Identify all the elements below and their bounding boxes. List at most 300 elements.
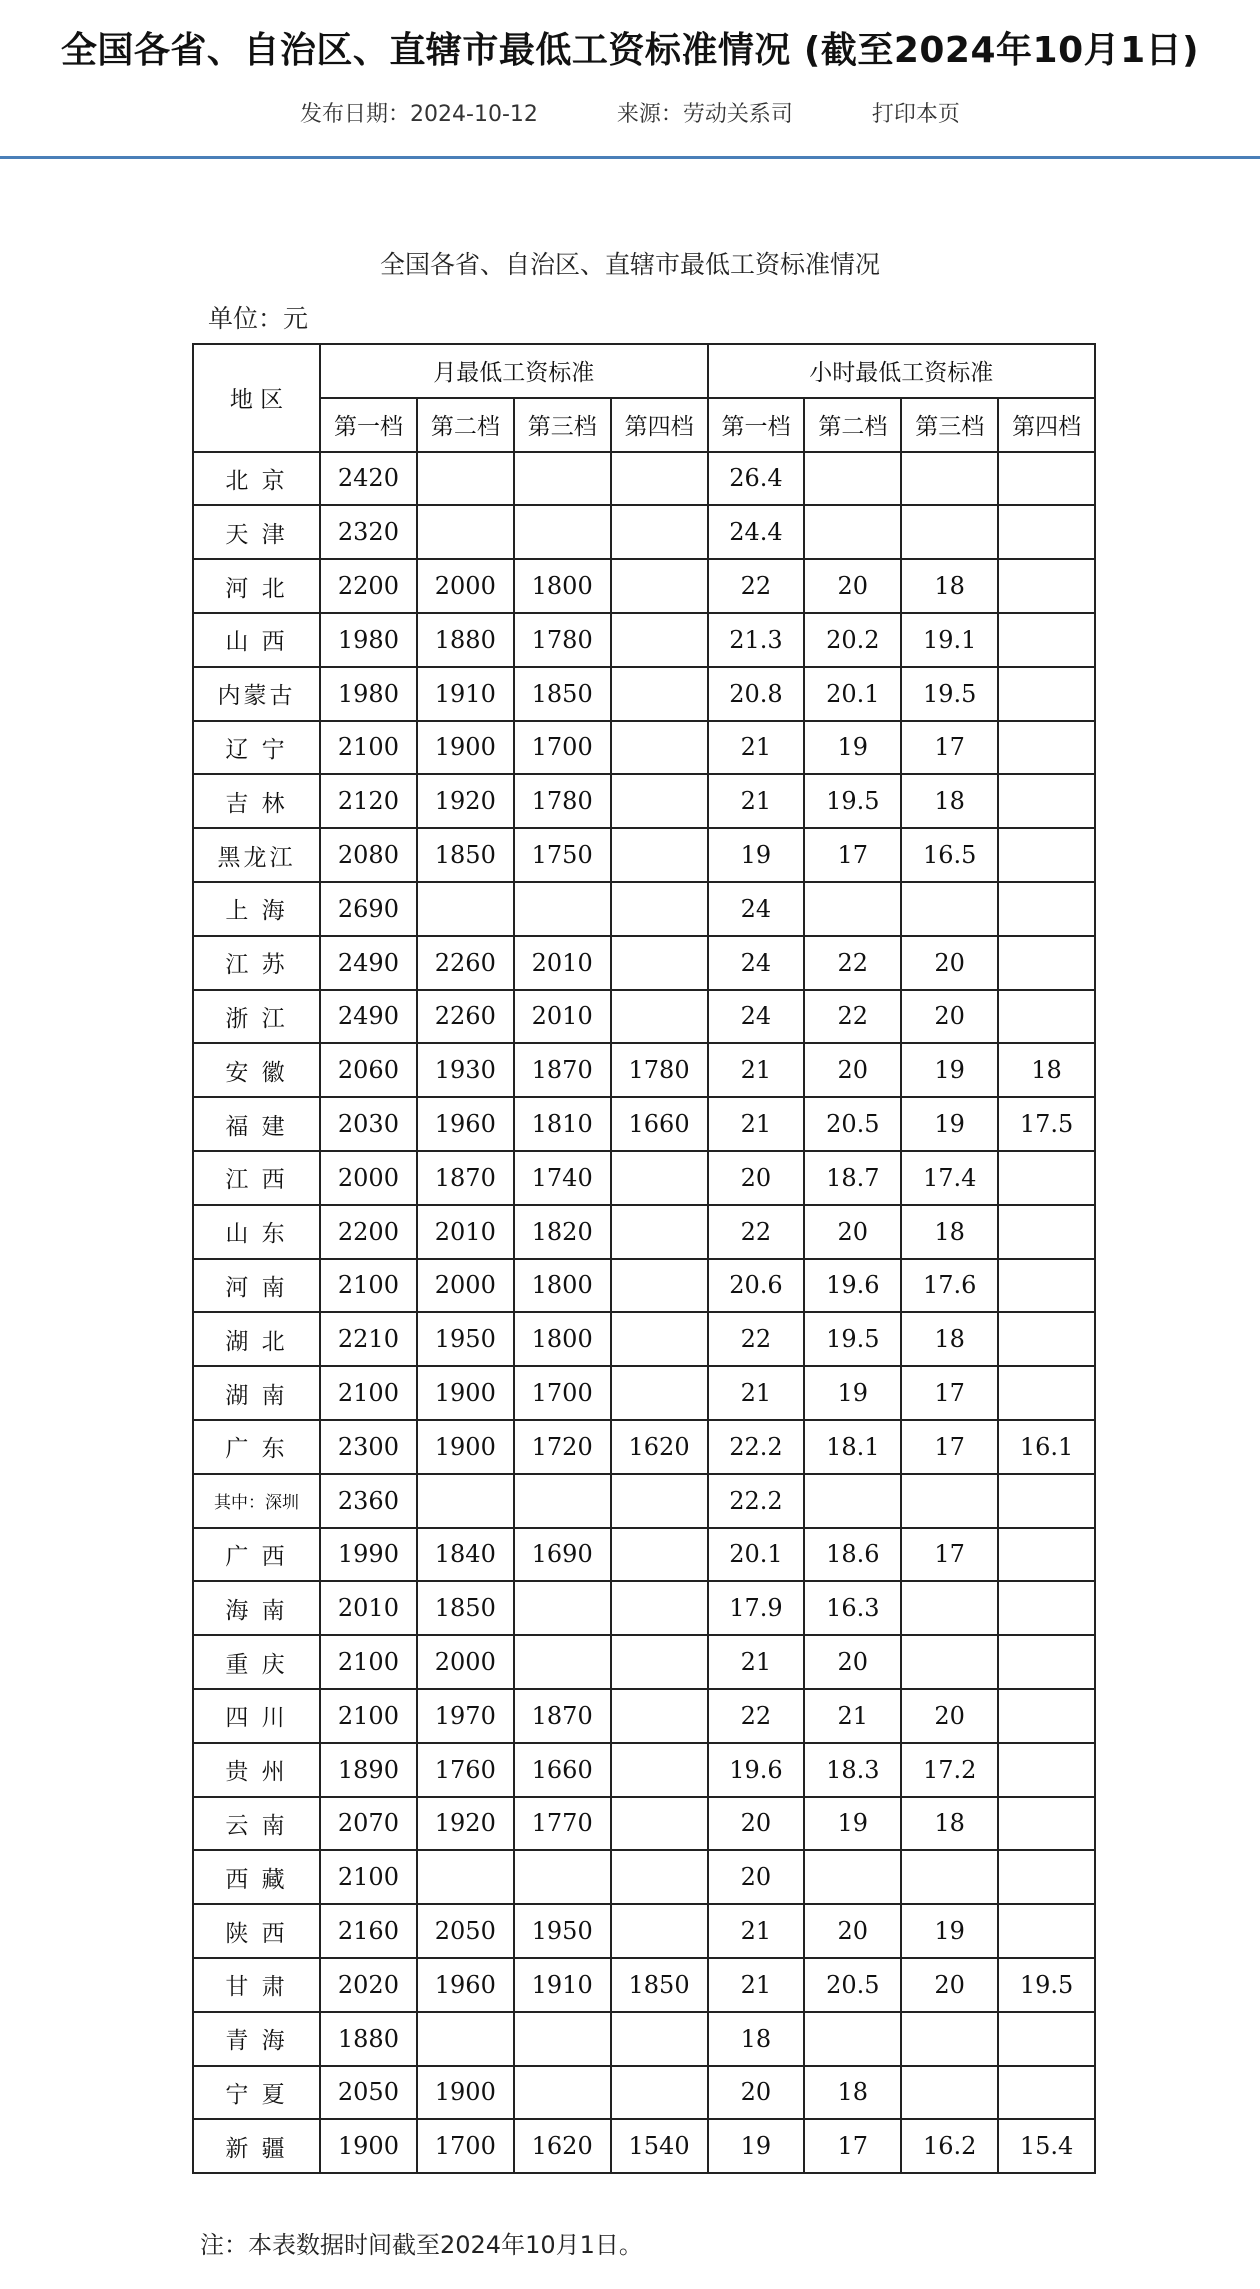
monthly-value-cell: 1990 bbox=[320, 1528, 417, 1582]
hourly-value-cell bbox=[998, 452, 1095, 506]
hourly-value-cell: 22 bbox=[804, 990, 901, 1044]
monthly-value-cell bbox=[417, 505, 514, 559]
region-cell: 江 西 bbox=[193, 1151, 320, 1205]
monthly-value-cell bbox=[514, 452, 611, 506]
monthly-value-cell: 2490 bbox=[320, 990, 417, 1044]
region-cell: 辽 宁 bbox=[193, 721, 320, 775]
hourly-value-cell: 18 bbox=[901, 559, 998, 613]
hourly-value-cell: 20 bbox=[901, 1689, 998, 1743]
monthly-value-cell bbox=[611, 1205, 708, 1259]
monthly-value-cell: 2120 bbox=[320, 774, 417, 828]
monthly-value-cell bbox=[514, 1850, 611, 1904]
table-row bbox=[193, 721, 1095, 775]
page-header bbox=[0, 0, 1260, 159]
hourly-value-cell: 16.1 bbox=[998, 1420, 1095, 1474]
monthly-value-cell: 1910 bbox=[514, 1958, 611, 2012]
region-cell: 四 川 bbox=[193, 1689, 320, 1743]
hourly-value-cell bbox=[901, 505, 998, 559]
monthly-value-cell: 2160 bbox=[320, 1904, 417, 1958]
source: 来源：劳动关系司 bbox=[616, 102, 793, 127]
monthly-value-cell: 2420 bbox=[320, 452, 417, 506]
monthly-value-cell: 1660 bbox=[514, 1743, 611, 1797]
monthly-value-cell: 1800 bbox=[514, 1312, 611, 1366]
table-row bbox=[193, 1205, 1095, 1259]
region-cell: 河 南 bbox=[193, 1259, 320, 1313]
monthly-value-cell: 1850 bbox=[417, 1581, 514, 1635]
monthly-value-cell: 1850 bbox=[611, 1958, 708, 2012]
hourly-value-cell: 21.3 bbox=[708, 613, 805, 667]
hourly-value-cell: 20 bbox=[708, 2066, 805, 2120]
monthly-value-cell: 1970 bbox=[417, 1689, 514, 1743]
region-cell: 陕 西 bbox=[193, 1904, 320, 1958]
hourly-value-cell bbox=[901, 1850, 998, 1904]
hourly-value-cell: 19 bbox=[708, 828, 805, 882]
table-row bbox=[193, 1850, 1095, 1904]
hourly-value-cell: 21 bbox=[708, 1097, 805, 1151]
hourly-value-cell: 24 bbox=[708, 936, 805, 990]
monthly-value-cell: 1690 bbox=[514, 1528, 611, 1582]
table-row bbox=[193, 1420, 1095, 1474]
unit-label: 单位：元 bbox=[208, 304, 309, 333]
hourly-value-cell bbox=[804, 882, 901, 936]
hourly-value-cell: 21 bbox=[804, 1689, 901, 1743]
region-cell: 广 西 bbox=[193, 1528, 320, 1582]
tier-header: 第三档 bbox=[901, 398, 998, 452]
monthly-value-cell: 1850 bbox=[514, 667, 611, 721]
table-row bbox=[193, 1797, 1095, 1851]
hourly-value-cell: 19 bbox=[708, 2119, 805, 2173]
hourly-value-cell bbox=[998, 2066, 1095, 2120]
monthly-value-cell: 2010 bbox=[320, 1581, 417, 1635]
hourly-value-cell: 24.4 bbox=[708, 505, 805, 559]
monthly-value-cell: 2060 bbox=[320, 1043, 417, 1097]
table-row bbox=[193, 2119, 1095, 2173]
table-row bbox=[193, 1958, 1095, 2012]
monthly-value-cell: 2300 bbox=[320, 1420, 417, 1474]
monthly-value-cell: 1900 bbox=[417, 2066, 514, 2120]
monthly-value-cell bbox=[611, 1581, 708, 1635]
monthly-value-cell: 1770 bbox=[514, 1797, 611, 1851]
monthly-value-cell: 2490 bbox=[320, 936, 417, 990]
table-row bbox=[193, 1743, 1095, 1797]
hourly-value-cell bbox=[998, 1797, 1095, 1851]
monthly-value-cell bbox=[417, 1474, 514, 1528]
region-cell: 浙 江 bbox=[193, 990, 320, 1044]
monthly-value-cell: 1910 bbox=[417, 667, 514, 721]
hourly-value-cell: 20.8 bbox=[708, 667, 805, 721]
hourly-value-cell: 21 bbox=[708, 1958, 805, 2012]
monthly-value-cell bbox=[417, 882, 514, 936]
monthly-value-cell: 1870 bbox=[514, 1043, 611, 1097]
monthly-value-cell: 1980 bbox=[320, 667, 417, 721]
monthly-value-cell bbox=[611, 1312, 708, 1366]
monthly-value-cell: 1880 bbox=[417, 613, 514, 667]
region-cell: 江 苏 bbox=[193, 936, 320, 990]
hourly-value-cell: 18 bbox=[901, 1312, 998, 1366]
hourly-value-cell: 18 bbox=[804, 2066, 901, 2120]
hourly-value-cell bbox=[998, 721, 1095, 775]
hourly-value-cell bbox=[998, 1581, 1095, 1635]
hourly-value-cell: 20 bbox=[804, 559, 901, 613]
monthly-value-cell: 1720 bbox=[514, 1420, 611, 1474]
hourly-value-cell: 16.5 bbox=[901, 828, 998, 882]
monthly-value-cell: 2050 bbox=[417, 1904, 514, 1958]
region-cell: 西 藏 bbox=[193, 1850, 320, 1904]
table-row bbox=[193, 882, 1095, 936]
monthly-value-cell: 2020 bbox=[320, 1958, 417, 2012]
hourly-value-cell: 22 bbox=[708, 1689, 805, 1743]
hourly-value-cell: 17 bbox=[901, 1420, 998, 1474]
hourly-value-cell bbox=[998, 990, 1095, 1044]
hourly-value-cell: 19 bbox=[901, 1904, 998, 1958]
page-title: 全国各省、自治区、直辖市最低工资标准情况 (截至2024年10月1日) bbox=[60, 30, 1200, 71]
monthly-value-cell: 2100 bbox=[320, 1850, 417, 1904]
region-cell: 福 建 bbox=[193, 1097, 320, 1151]
monthly-value-cell: 2000 bbox=[417, 1635, 514, 1689]
hourly-value-cell: 20 bbox=[708, 1797, 805, 1851]
monthly-header: 月最低工资标准 bbox=[320, 344, 708, 398]
hourly-value-cell bbox=[901, 2066, 998, 2120]
monthly-value-cell: 1900 bbox=[417, 1366, 514, 1420]
monthly-value-cell: 1900 bbox=[417, 721, 514, 775]
hourly-value-cell: 17.5 bbox=[998, 1097, 1095, 1151]
table-row bbox=[193, 1474, 1095, 1528]
monthly-value-cell bbox=[611, 1797, 708, 1851]
monthly-value-cell bbox=[611, 2012, 708, 2066]
monthly-value-cell: 2100 bbox=[320, 1635, 417, 1689]
hourly-value-cell: 20.1 bbox=[708, 1528, 805, 1582]
monthly-value-cell bbox=[611, 936, 708, 990]
hourly-value-cell bbox=[998, 2012, 1095, 2066]
region-cell: 新 疆 bbox=[193, 2119, 320, 2173]
hourly-value-cell: 21 bbox=[708, 1904, 805, 1958]
monthly-value-cell: 1880 bbox=[320, 2012, 417, 2066]
hourly-value-cell: 17.9 bbox=[708, 1581, 805, 1635]
hourly-value-cell bbox=[804, 1850, 901, 1904]
tier-header: 第四档 bbox=[611, 398, 708, 452]
hourly-value-cell: 17 bbox=[901, 1528, 998, 1582]
hourly-value-cell: 19.1 bbox=[901, 613, 998, 667]
hourly-value-cell: 18 bbox=[901, 1797, 998, 1851]
monthly-value-cell: 2050 bbox=[320, 2066, 417, 2120]
monthly-value-cell: 1960 bbox=[417, 1097, 514, 1151]
region-cell: 云 南 bbox=[193, 1797, 320, 1851]
table-row bbox=[193, 1581, 1095, 1635]
table-row bbox=[193, 1904, 1095, 1958]
hourly-value-cell bbox=[998, 1635, 1095, 1689]
region-cell: 甘 肃 bbox=[193, 1958, 320, 2012]
monthly-value-cell bbox=[611, 1743, 708, 1797]
monthly-value-cell: 1870 bbox=[417, 1151, 514, 1205]
monthly-value-cell bbox=[611, 721, 708, 775]
monthly-value-cell: 1960 bbox=[417, 1958, 514, 2012]
footnote: 注：本表数据时间截至2024年10月1日。 bbox=[200, 2231, 643, 2259]
hourly-value-cell: 26.4 bbox=[708, 452, 805, 506]
hourly-value-cell bbox=[998, 828, 1095, 882]
hourly-value-cell: 20 bbox=[804, 1904, 901, 1958]
hourly-value-cell bbox=[998, 1689, 1095, 1743]
hourly-value-cell bbox=[998, 505, 1095, 559]
hourly-value-cell: 20 bbox=[804, 1205, 901, 1259]
hourly-value-cell: 21 bbox=[708, 774, 805, 828]
region-header: 地 区 bbox=[193, 344, 320, 452]
hourly-value-cell: 24 bbox=[708, 990, 805, 1044]
hourly-value-cell: 19.6 bbox=[804, 1259, 901, 1313]
region-cell: 重 庆 bbox=[193, 1635, 320, 1689]
table-row bbox=[193, 990, 1095, 1044]
monthly-value-cell: 2000 bbox=[417, 1259, 514, 1313]
monthly-value-cell: 2690 bbox=[320, 882, 417, 936]
monthly-value-cell bbox=[611, 1635, 708, 1689]
monthly-value-cell: 1900 bbox=[417, 1420, 514, 1474]
table-row bbox=[193, 2066, 1095, 2120]
hourly-value-cell: 18 bbox=[708, 2012, 805, 2066]
monthly-value-cell bbox=[611, 559, 708, 613]
monthly-value-cell: 2360 bbox=[320, 1474, 417, 1528]
monthly-value-cell bbox=[514, 1581, 611, 1635]
table-row bbox=[193, 774, 1095, 828]
monthly-value-cell: 2200 bbox=[320, 559, 417, 613]
region-cell: 湖 北 bbox=[193, 1312, 320, 1366]
monthly-value-cell bbox=[611, 774, 708, 828]
monthly-value-cell: 1950 bbox=[417, 1312, 514, 1366]
monthly-value-cell: 2100 bbox=[320, 1689, 417, 1743]
hourly-value-cell: 20.5 bbox=[804, 1958, 901, 2012]
hourly-value-cell: 21 bbox=[708, 1366, 805, 1420]
monthly-value-cell: 2320 bbox=[320, 505, 417, 559]
hourly-value-cell bbox=[998, 882, 1095, 936]
table-row bbox=[193, 505, 1095, 559]
hourly-value-cell: 20 bbox=[708, 1151, 805, 1205]
hourly-value-cell bbox=[998, 1205, 1095, 1259]
monthly-value-cell: 1700 bbox=[514, 1366, 611, 1420]
monthly-value-cell: 1700 bbox=[514, 721, 611, 775]
monthly-value-cell bbox=[514, 882, 611, 936]
monthly-value-cell bbox=[611, 667, 708, 721]
table-row bbox=[193, 1151, 1095, 1205]
region-cell: 天 津 bbox=[193, 505, 320, 559]
tier-header: 第四档 bbox=[998, 398, 1095, 452]
monthly-value-cell: 2100 bbox=[320, 721, 417, 775]
hourly-value-cell: 20 bbox=[708, 1850, 805, 1904]
hourly-value-cell: 21 bbox=[708, 1043, 805, 1097]
hourly-value-cell: 15.4 bbox=[998, 2119, 1095, 2173]
monthly-value-cell bbox=[611, 990, 708, 1044]
monthly-value-cell bbox=[611, 1904, 708, 1958]
table-row bbox=[193, 2012, 1095, 2066]
monthly-value-cell: 2030 bbox=[320, 1097, 417, 1151]
hourly-value-cell: 19.5 bbox=[998, 1958, 1095, 2012]
monthly-value-cell: 2000 bbox=[320, 1151, 417, 1205]
hourly-value-cell: 18 bbox=[901, 774, 998, 828]
hourly-value-cell: 22.2 bbox=[708, 1420, 805, 1474]
hourly-value-cell: 19.5 bbox=[804, 774, 901, 828]
hourly-value-cell bbox=[998, 1850, 1095, 1904]
monthly-value-cell: 1920 bbox=[417, 774, 514, 828]
hourly-value-cell: 20.6 bbox=[708, 1259, 805, 1313]
hourly-value-cell: 17.6 bbox=[901, 1259, 998, 1313]
tier-header: 第一档 bbox=[708, 398, 805, 452]
monthly-value-cell: 2100 bbox=[320, 1259, 417, 1313]
hourly-value-cell bbox=[804, 2012, 901, 2066]
hourly-value-cell: 20 bbox=[901, 936, 998, 990]
monthly-value-cell bbox=[611, 505, 708, 559]
hourly-value-cell: 19 bbox=[901, 1097, 998, 1151]
region-cell: 青 海 bbox=[193, 2012, 320, 2066]
hourly-value-cell: 20.5 bbox=[804, 1097, 901, 1151]
hourly-value-cell: 19 bbox=[901, 1043, 998, 1097]
hourly-value-cell: 18.3 bbox=[804, 1743, 901, 1797]
monthly-value-cell: 1810 bbox=[514, 1097, 611, 1151]
region-cell: 其中：深圳 bbox=[193, 1474, 320, 1528]
monthly-value-cell bbox=[417, 2012, 514, 2066]
monthly-value-cell bbox=[611, 452, 708, 506]
region-cell: 北 京 bbox=[193, 452, 320, 506]
monthly-value-cell: 1980 bbox=[320, 613, 417, 667]
monthly-value-cell bbox=[611, 1259, 708, 1313]
hourly-value-cell: 19 bbox=[804, 721, 901, 775]
monthly-value-cell: 1780 bbox=[611, 1043, 708, 1097]
hourly-value-cell bbox=[998, 613, 1095, 667]
meta-bar bbox=[0, 97, 1260, 128]
monthly-value-cell: 1890 bbox=[320, 1743, 417, 1797]
monthly-value-cell: 1780 bbox=[514, 774, 611, 828]
tier-header: 第三档 bbox=[514, 398, 611, 452]
monthly-value-cell: 2080 bbox=[320, 828, 417, 882]
hourly-value-cell bbox=[998, 774, 1095, 828]
tier-header: 第二档 bbox=[804, 398, 901, 452]
monthly-value-cell: 2010 bbox=[514, 990, 611, 1044]
table-row bbox=[193, 828, 1095, 882]
hourly-value-cell bbox=[901, 1474, 998, 1528]
hourly-value-cell: 24 bbox=[708, 882, 805, 936]
hourly-value-cell: 20 bbox=[901, 1958, 998, 2012]
hourly-value-cell: 21 bbox=[708, 1635, 805, 1689]
hourly-value-cell bbox=[998, 559, 1095, 613]
hourly-value-cell bbox=[901, 452, 998, 506]
hourly-value-cell: 22 bbox=[804, 936, 901, 990]
monthly-value-cell: 2200 bbox=[320, 1205, 417, 1259]
tier-header: 第一档 bbox=[320, 398, 417, 452]
hourly-value-cell: 20 bbox=[901, 990, 998, 1044]
hourly-value-cell: 17 bbox=[901, 721, 998, 775]
table-row bbox=[193, 1312, 1095, 1366]
hourly-value-cell bbox=[998, 1151, 1095, 1205]
monthly-value-cell bbox=[514, 2066, 611, 2120]
table-body bbox=[193, 452, 1095, 2174]
hourly-value-cell: 19 bbox=[804, 1797, 901, 1851]
hourly-value-cell bbox=[998, 1312, 1095, 1366]
region-cell: 内蒙古 bbox=[193, 667, 320, 721]
region-cell: 安 徽 bbox=[193, 1043, 320, 1097]
hourly-value-cell bbox=[901, 882, 998, 936]
monthly-value-cell bbox=[611, 828, 708, 882]
monthly-value-cell: 2260 bbox=[417, 936, 514, 990]
hourly-value-cell: 17 bbox=[901, 1366, 998, 1420]
hourly-value-cell bbox=[998, 667, 1095, 721]
table-row bbox=[193, 1043, 1095, 1097]
monthly-value-cell: 1740 bbox=[514, 1151, 611, 1205]
region-cell: 黑龙江 bbox=[193, 828, 320, 882]
monthly-value-cell: 2010 bbox=[514, 936, 611, 990]
region-cell: 吉 林 bbox=[193, 774, 320, 828]
hourly-value-cell: 20.2 bbox=[804, 613, 901, 667]
print-link[interactable]: 打印本页 bbox=[871, 102, 960, 127]
hourly-value-cell: 20 bbox=[804, 1635, 901, 1689]
table-row bbox=[193, 936, 1095, 990]
region-cell: 河 北 bbox=[193, 559, 320, 613]
hourly-value-cell: 18 bbox=[901, 1205, 998, 1259]
monthly-value-cell: 1540 bbox=[611, 2119, 708, 2173]
table-row bbox=[193, 1097, 1095, 1151]
monthly-value-cell: 1620 bbox=[514, 2119, 611, 2173]
hourly-value-cell: 16.2 bbox=[901, 2119, 998, 2173]
monthly-value-cell bbox=[611, 1366, 708, 1420]
monthly-value-cell: 1850 bbox=[417, 828, 514, 882]
hourly-value-cell: 22 bbox=[708, 1312, 805, 1366]
table-row bbox=[193, 452, 1095, 506]
table-row bbox=[193, 667, 1095, 721]
hourly-value-cell: 21 bbox=[708, 721, 805, 775]
hourly-value-cell: 17 bbox=[804, 828, 901, 882]
monthly-value-cell bbox=[417, 1850, 514, 1904]
monthly-value-cell: 1800 bbox=[514, 1259, 611, 1313]
monthly-value-cell: 1930 bbox=[417, 1043, 514, 1097]
region-cell: 山 西 bbox=[193, 613, 320, 667]
monthly-value-cell bbox=[514, 505, 611, 559]
region-cell: 广 东 bbox=[193, 1420, 320, 1474]
hourly-value-cell bbox=[998, 1366, 1095, 1420]
region-cell: 山 东 bbox=[193, 1205, 320, 1259]
monthly-value-cell: 1800 bbox=[514, 559, 611, 613]
monthly-value-cell bbox=[611, 1689, 708, 1743]
hourly-value-cell bbox=[901, 1581, 998, 1635]
table-row bbox=[193, 1528, 1095, 1582]
hourly-value-cell: 19.5 bbox=[901, 667, 998, 721]
hourly-value-cell: 18.7 bbox=[804, 1151, 901, 1205]
monthly-value-cell: 2100 bbox=[320, 1366, 417, 1420]
hourly-value-cell bbox=[804, 452, 901, 506]
hourly-value-cell: 20.1 bbox=[804, 667, 901, 721]
hourly-value-cell bbox=[998, 1904, 1095, 1958]
table-row bbox=[193, 1366, 1095, 1420]
monthly-value-cell: 2260 bbox=[417, 990, 514, 1044]
monthly-value-cell bbox=[611, 1151, 708, 1205]
hourly-value-cell bbox=[901, 1635, 998, 1689]
monthly-value-cell bbox=[611, 882, 708, 936]
hourly-value-cell bbox=[901, 2012, 998, 2066]
wage-table bbox=[192, 343, 1096, 2174]
hourly-value-cell bbox=[998, 1528, 1095, 1582]
hourly-value-cell: 19 bbox=[804, 1366, 901, 1420]
hourly-value-cell bbox=[804, 505, 901, 559]
hourly-value-cell: 19.6 bbox=[708, 1743, 805, 1797]
monthly-value-cell: 1750 bbox=[514, 828, 611, 882]
hourly-value-cell bbox=[998, 936, 1095, 990]
monthly-value-cell: 2210 bbox=[320, 1312, 417, 1366]
monthly-value-cell bbox=[611, 1474, 708, 1528]
hourly-value-cell: 19.5 bbox=[804, 1312, 901, 1366]
hourly-value-cell: 18.6 bbox=[804, 1528, 901, 1582]
region-cell: 贵 州 bbox=[193, 1743, 320, 1797]
monthly-value-cell: 2070 bbox=[320, 1797, 417, 1851]
hourly-value-cell: 22 bbox=[708, 1205, 805, 1259]
monthly-value-cell: 1820 bbox=[514, 1205, 611, 1259]
monthly-value-cell: 1700 bbox=[417, 2119, 514, 2173]
hourly-value-cell: 17.4 bbox=[901, 1151, 998, 1205]
region-cell: 宁 夏 bbox=[193, 2066, 320, 2120]
monthly-value-cell: 1920 bbox=[417, 1797, 514, 1851]
